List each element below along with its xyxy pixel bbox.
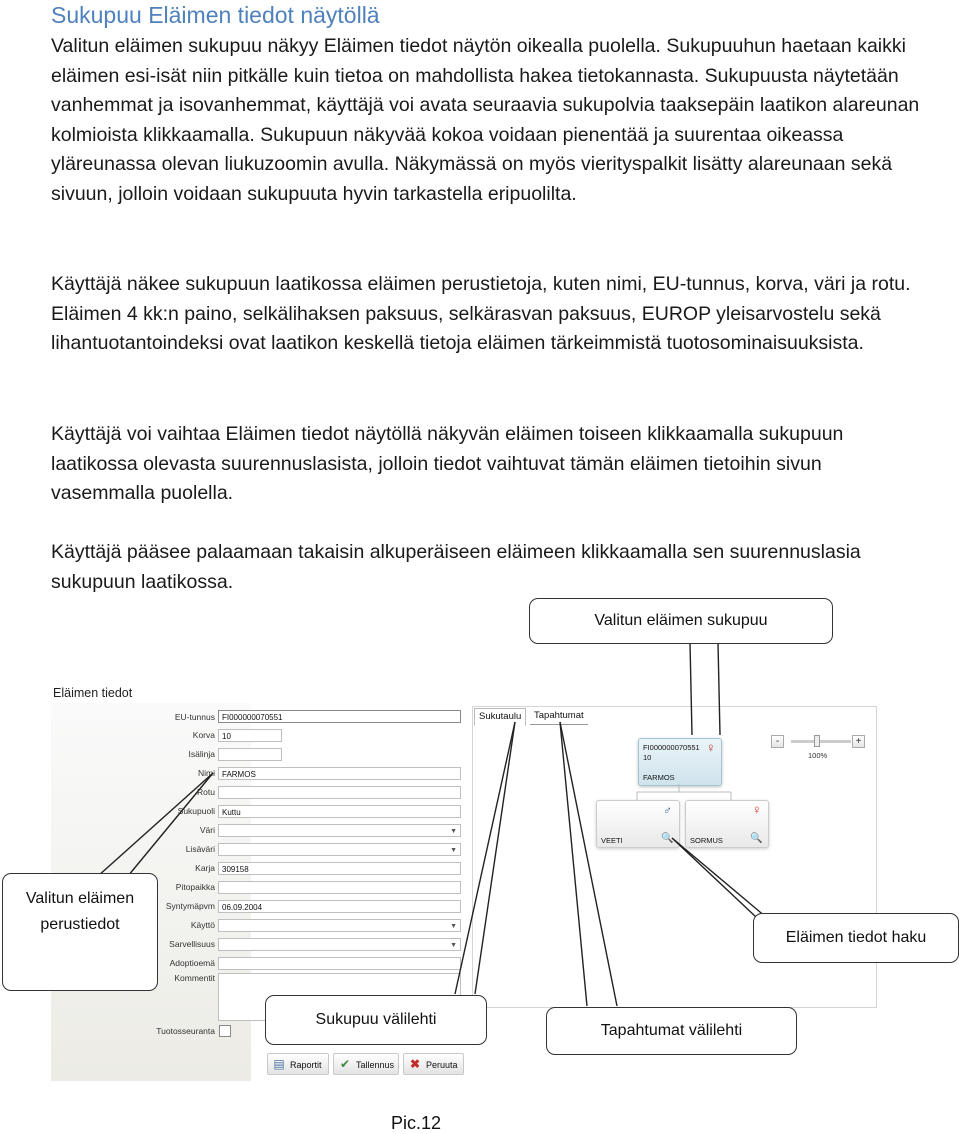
node-name: SORMUS — [690, 836, 723, 845]
paragraph-4: Käyttäjä pääsee palaamaan takaisin alkuperäiseen eläimeen klikkaamalla sen suurennuslasia sukupuun laatikossa. — [51, 541, 861, 593]
zoom-in-button[interactable]: + — [852, 735, 865, 748]
zoom-value: 100% — [808, 751, 828, 760]
label-sukupuoli: Sukupuoli — [177, 806, 215, 816]
karja-field[interactable]: 309158 — [218, 862, 461, 875]
chevron-down-icon: ▼ — [450, 942, 457, 949]
checkmark-icon: ✔ — [339, 1057, 351, 1071]
node-name: VEETI — [601, 836, 623, 845]
tab-sukutaulu[interactable]: Sukutaulu — [474, 708, 526, 726]
label-lisavari: Lisäväri — [185, 844, 215, 854]
label-sarvellisuus: Sarvellisuus — [169, 939, 215, 949]
magnifier-icon[interactable]: 🔍 — [750, 833, 763, 844]
female-icon: ♀ — [706, 740, 716, 755]
label-kommentit: Kommentit — [174, 973, 215, 983]
screen-title: Eläimen tiedot — [53, 686, 133, 700]
paragraph-2: Käyttäjä näkee sukupuun laatikossa eläimen perustietoja, kuten nimi, EU-tunnus, korva, väri ja rotu. Eläimen 4 kk:n paino, selkälihaksen paksuus, selkärasvan paksuus, EUROP yleisarvostelu sekä lihantuotantoindeksi ovat laatikon keskellä tietoja eläimen tärkeimmistä tuotosominaisuuksista. — [51, 273, 911, 355]
label-adoptioema: Adoptioemä — [169, 958, 215, 968]
callout-haku: Eläimen tiedot haku — [753, 913, 959, 963]
nimi-field[interactable]: FARMOS — [218, 767, 461, 780]
label-kaytto: Käyttö — [190, 920, 215, 930]
label-syntymapvm: Syntymäpvm — [165, 901, 215, 911]
callout-sukupuu-tab: Sukupuu välilehti — [265, 995, 487, 1045]
node-ear: 10 — [643, 753, 652, 762]
raportit-label: Raportit — [290, 1060, 322, 1070]
report-icon: ▤ — [273, 1057, 285, 1071]
figure-caption: Pic.12 — [391, 1113, 442, 1133]
zoom-out-button[interactable]: - — [771, 735, 784, 748]
label-eu-tunnus: EU-tunnus — [174, 712, 215, 722]
cancel-icon: ✖ — [409, 1057, 421, 1071]
korva-field[interactable]: 10 — [218, 729, 282, 742]
label-isalinja: Isälinja — [188, 749, 215, 759]
label-pitopaikka: Pitopaikka — [175, 882, 215, 892]
syntymapvm-field[interactable]: 06.09.2004 — [218, 900, 461, 913]
female-icon: ♀ — [752, 802, 762, 817]
label-korva: Korva — [192, 730, 215, 740]
label-rotu: Rotu — [197, 787, 215, 797]
section-heading: Sukupuu Eläimen tiedot näytöllä — [51, 2, 380, 28]
label-tuotosseuranta: Tuotosseuranta — [156, 1026, 215, 1036]
node-name: FARMOS — [643, 773, 675, 782]
callout-tapahtumat-tab: Tapahtumat välilehti — [546, 1007, 797, 1055]
chevron-down-icon: ▼ — [450, 923, 457, 930]
callout-sukupuu: Valitun eläimen sukupuu — [529, 598, 833, 644]
peruuta-label: Peruuta — [426, 1060, 458, 1070]
sukupuoli-field[interactable]: Kuttu — [218, 805, 461, 818]
paragraph-1: Valitun eläimen sukupuu näkyy Eläimen tiedot näytön oikealla puolella. Sukupuuhun haetaan kaikki eläimen esi-isät niin pitkälle kuin tietoa on mahdollista hakea tietokannasta. Sukupuusta näytetään vanhemmat ja isovanhemmat, käyttäjä voi avata seuraavia sukupolvia taaksepäin laatikon alareunan kolmioista klikkaamalla. Sukupuun näkyvää kokoa voidaan pienentää ja suurentaa oikeassa yläreunassa olevan liukuzoomin avulla. Näkymässä on myös vierityspalkit lisätty alareunaan sekä sivuun, jolloin voidaan sukupuuta hyvin tarkastella eripuolilta. — [51, 35, 920, 205]
label-vari: Väri — [199, 825, 215, 835]
chevron-down-icon: ▼ — [450, 828, 457, 835]
tallennus-label: Tallennus — [356, 1060, 395, 1070]
male-icon: ♂ — [663, 803, 672, 817]
tab-tapahtumat[interactable]: Tapahtumat — [530, 708, 588, 725]
magnifier-icon[interactable]: 🔍 — [661, 833, 674, 844]
eu-tunnus-field[interactable]: FI000000070551 — [218, 710, 461, 723]
label-nimi: Nimi — [198, 768, 215, 778]
paragraph-3: Käyttäjä voi vaihtaa Eläimen tiedot näytöllä näkyvän eläimen toiseen klikkaamalla sukupuun laatikossa olevasta suurennuslasista, jolloin tiedot vaihtuvat tämän eläimen tietoihin sivun vasemmalla puolella. — [51, 423, 844, 505]
callout-perustiedot: Valitun eläimen perustiedot — [2, 873, 158, 991]
chevron-down-icon: ▼ — [450, 847, 457, 854]
label-karja: Karja — [195, 863, 215, 873]
node-id: FI000000070551 — [643, 743, 700, 752]
